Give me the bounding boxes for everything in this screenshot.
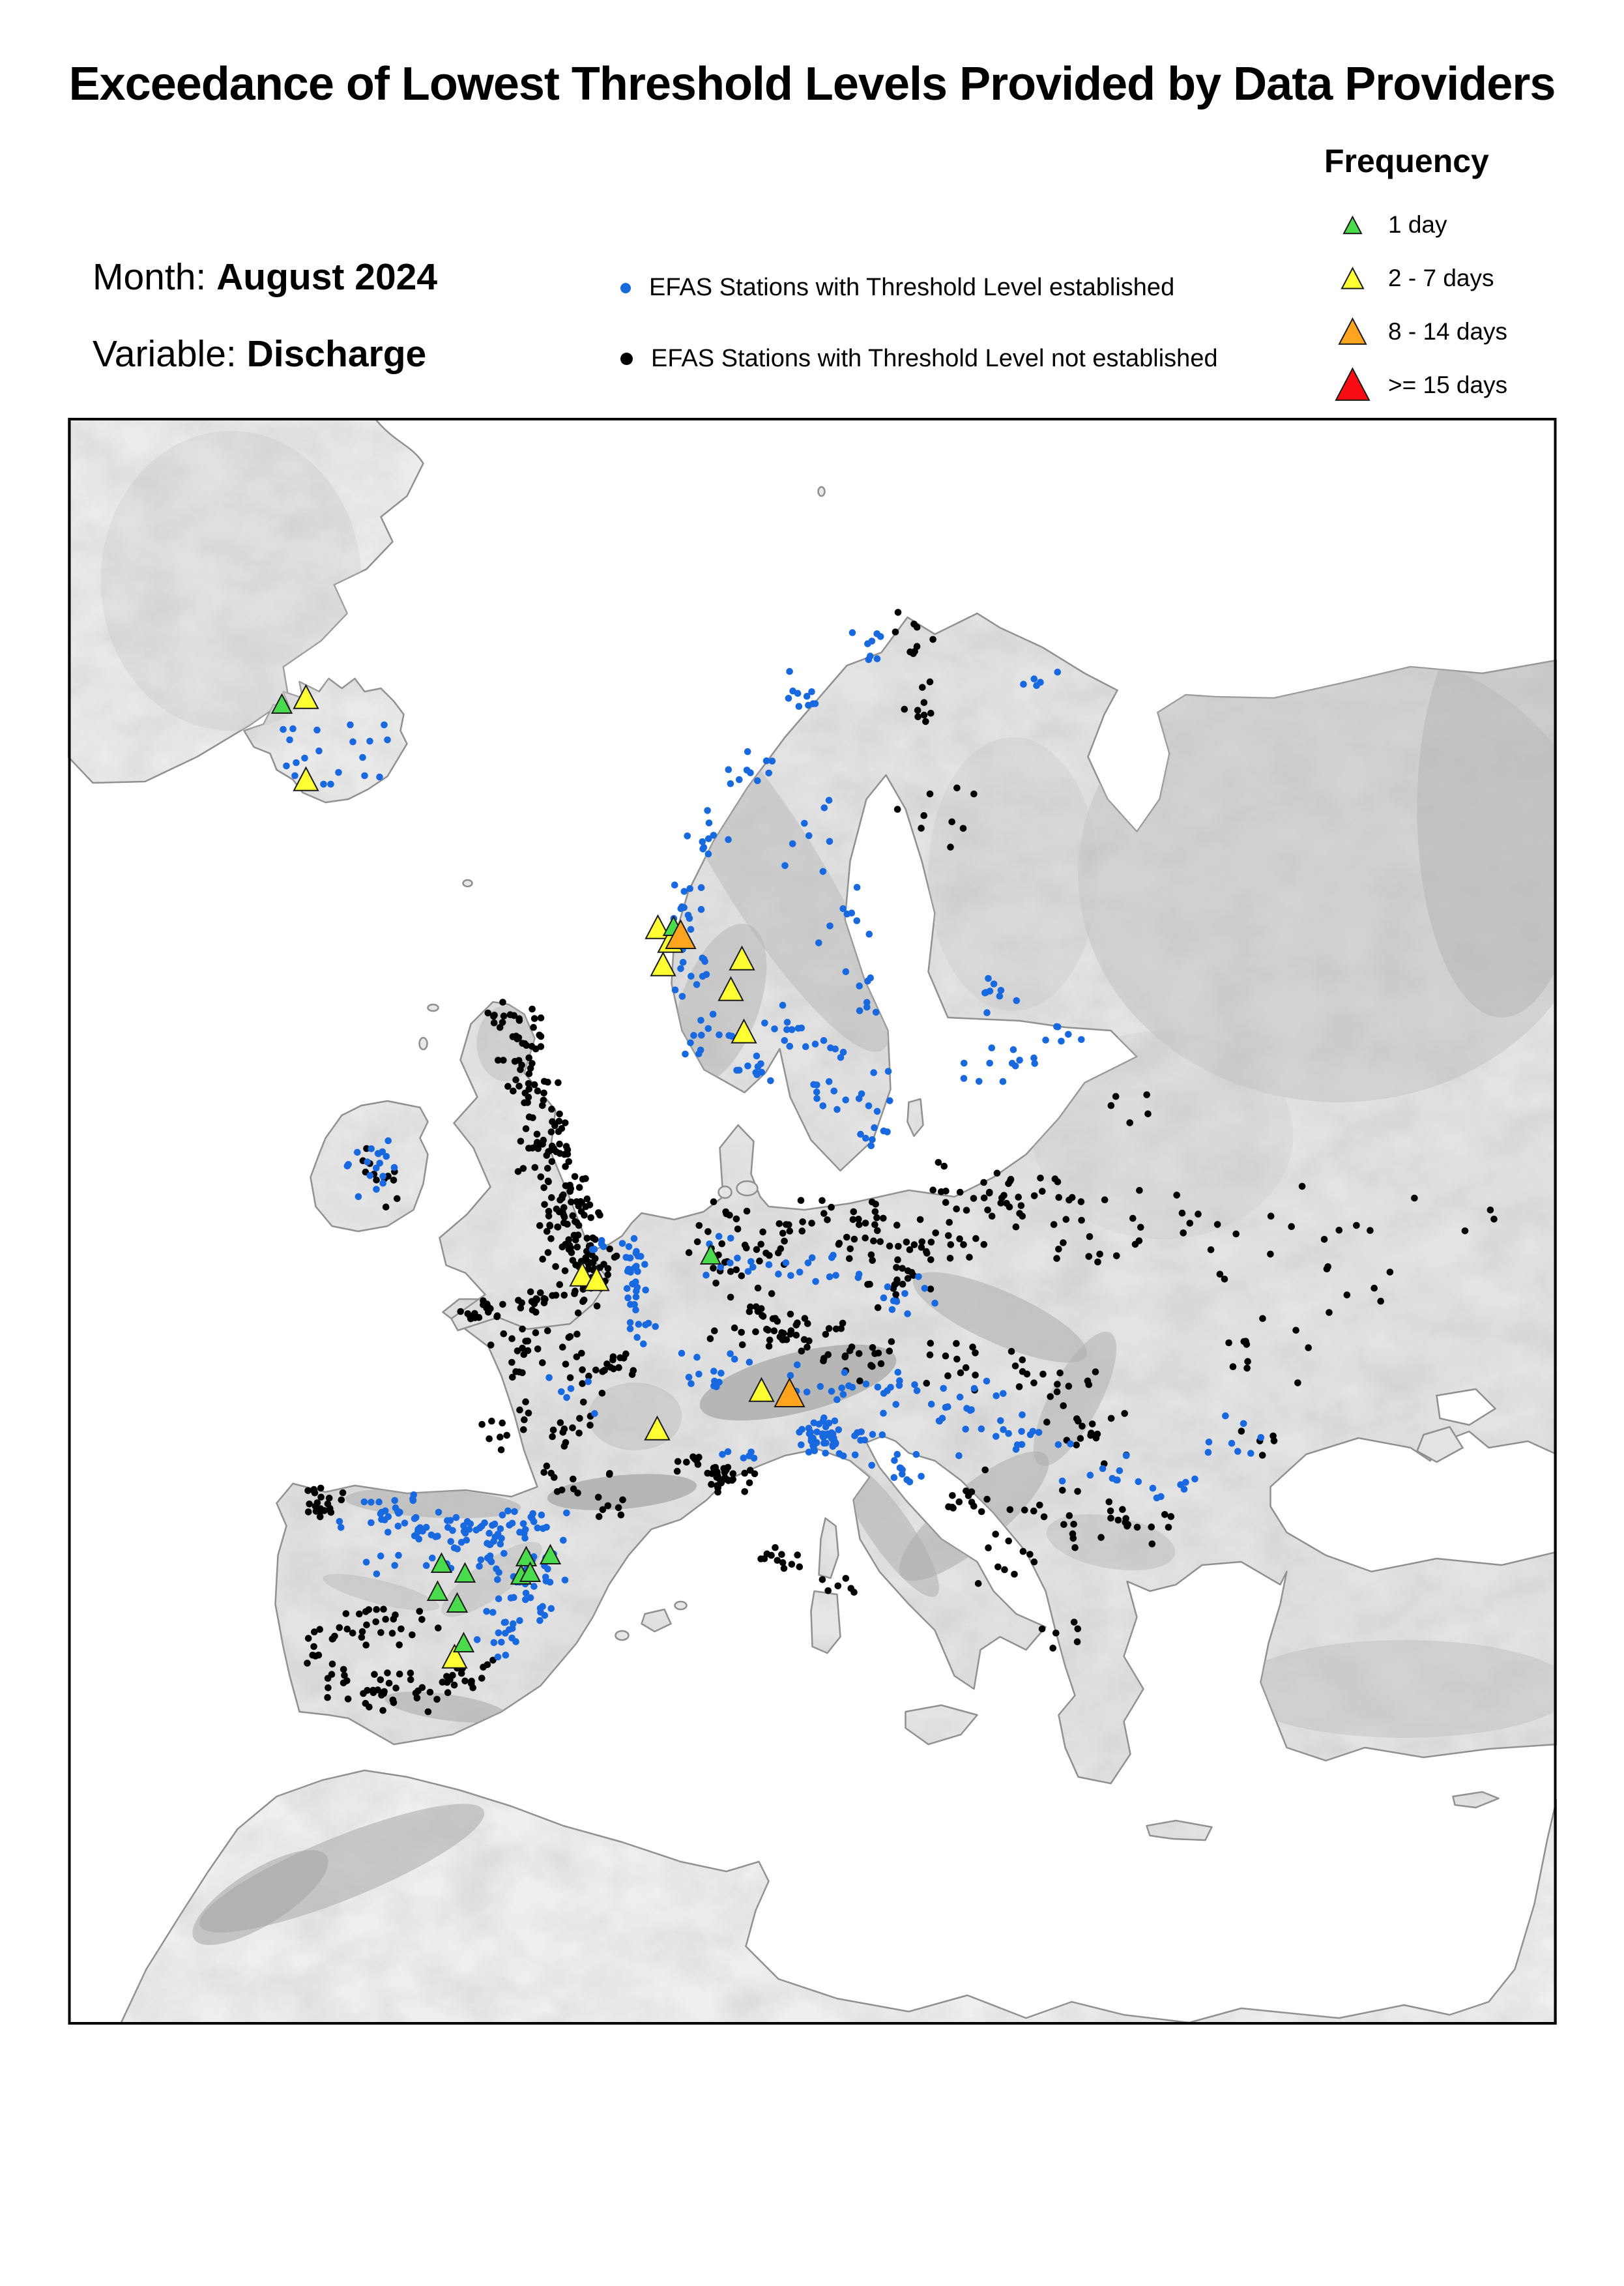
frequency-legend xyxy=(1316,142,1603,412)
triangle-icon xyxy=(1316,265,1388,293)
frequency-legend-label: 1 day xyxy=(1388,211,1447,238)
triangle-icon xyxy=(1316,213,1388,237)
station-legend-label: EFAS Stations with Threshold Level established xyxy=(649,274,1175,301)
dot-icon xyxy=(620,353,633,365)
variable-row xyxy=(93,332,437,375)
month-label: Month: xyxy=(93,256,207,298)
month-row xyxy=(93,256,437,299)
month-value: August 2024 xyxy=(216,256,438,298)
station-legend-label: EFAS Stations with Threshold Level not established xyxy=(651,345,1218,372)
frequency-legend-label: >= 15 days xyxy=(1388,372,1508,398)
meta-block xyxy=(93,256,437,409)
europe-map xyxy=(68,418,1557,2025)
triangle-icon xyxy=(1316,366,1388,405)
page-title: Exceedance of Lowest Threshold Levels Provided by Data Providers xyxy=(68,58,1556,110)
dot-icon xyxy=(620,283,631,293)
frequency-legend-label: 2 - 7 days xyxy=(1388,265,1494,291)
station-legend-item xyxy=(620,345,1305,373)
triangle-icon xyxy=(1316,315,1388,349)
frequency-legend-item xyxy=(1316,359,1603,412)
station-legend-item xyxy=(620,274,1305,302)
map-canvas xyxy=(68,418,1557,2025)
variable-label: Variable: xyxy=(93,333,237,375)
station-legend xyxy=(620,274,1305,416)
variable-value: Discharge xyxy=(246,333,427,375)
ibiza xyxy=(616,1631,629,1640)
frequency-legend-item xyxy=(1316,198,1603,252)
frequency-legend-items xyxy=(1316,198,1603,412)
bear-island xyxy=(819,487,825,496)
frequency-legend-label: 8 - 14 days xyxy=(1388,318,1508,345)
hebrides xyxy=(420,1038,428,1049)
menorca xyxy=(675,1602,687,1609)
frequency-legend-item xyxy=(1316,252,1603,305)
faroe-islands xyxy=(463,880,472,887)
orkney xyxy=(428,1004,439,1011)
frequency-legend-item xyxy=(1316,305,1603,359)
frequency-legend-title: Frequency xyxy=(1324,143,1489,179)
